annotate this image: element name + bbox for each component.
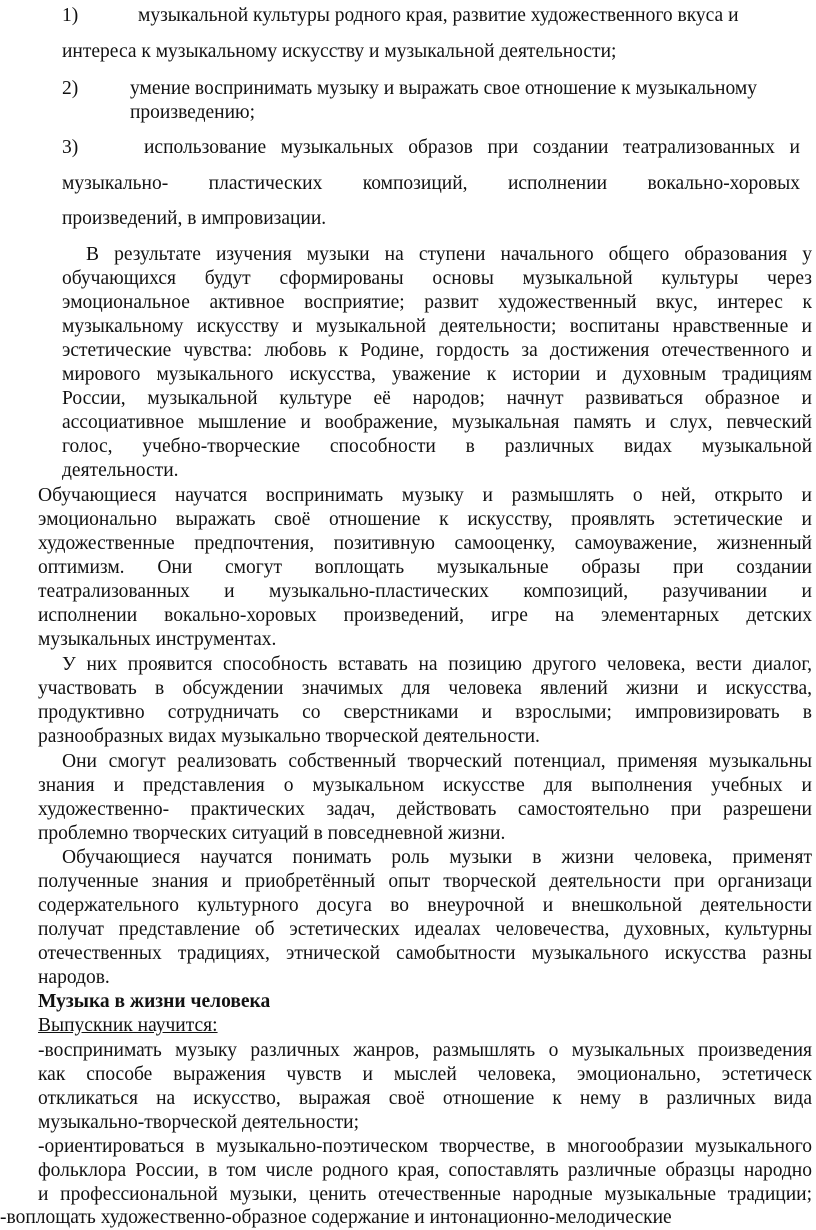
paragraph-3-line: У них проявится способность вставать на позицию другого человека, вести диалог, [62, 654, 812, 675]
paragraph-1-line: эмоциональное активное восприятие; развит художественный вкус, интерес к [62, 292, 812, 313]
paragraph-2-line: исполнении вокально-хоровых произведений, игре на элементарных детских [38, 605, 812, 626]
paragraph-2-line: эмоционально выражать своё отношение к искусству, проявлять эстетические и [38, 509, 812, 530]
section-heading: Музыка в жизни человека [38, 991, 271, 1012]
bullet-2-line: фольклора России, в том числе родного края, сопоставлять различные образцы народно [38, 1160, 812, 1181]
paragraph-4-line: знания и представления о музыкальном искусстве для выполнения учебных и [38, 775, 812, 796]
paragraph-5-line: полученные знания и приобретённый опыт творческой деятельности при организаци [38, 871, 812, 892]
paragraph-3-line: продуктивно сотрудничать со сверстниками и взрослыми; импровизировать в [38, 702, 812, 723]
paragraph-1-line: России, музыкальной культуре её народов; начнут развиваться образное и [62, 388, 812, 409]
paragraph-5-line: народов. [38, 967, 110, 988]
list-number-2: 2) [62, 78, 79, 99]
paragraph-1-line: музыкальному искусству и музыкальной деятельности; воспитаны нравственные и [62, 316, 812, 337]
paragraph-5-line: получат представление об эстетических идеалах человечества, духовных, культурны [38, 919, 812, 940]
list-item-3-line-2: музыкально- пластических композиций, исполнении вокально-хоровых [62, 173, 800, 194]
list-item-1-line-2: интереса к музыкальному искусству и музыкальной деятельности; [62, 41, 617, 62]
paragraph-2-line: Обучающиеся научатся воспринимать музыку и размышлять о ней, открыто и [38, 485, 812, 506]
paragraph-1-line: ассоциативное мышление и воображение, музыкальная память и слух, певческий [62, 412, 812, 433]
paragraph-2-line: художественные предпочтения, позитивную самооценку, самоуважение, жизненный [38, 533, 812, 554]
paragraph-3-line: участвовать в обсуждении значимых для человека явлений жизни и искусства, [38, 678, 812, 699]
list-item-3-line-3: произведений, в импровизации. [62, 208, 327, 229]
bullet-1-line: музыкально-творческой деятельности; [38, 1112, 360, 1133]
list-item-2-line-1: умение воспринимать музыку и выражать свое отношение к музыкальному [130, 78, 757, 99]
list-item-2-line-2: произведению; [130, 102, 255, 123]
list-item-1-line-1: музыкальной культуры родного края, развитие художественного вкуса и [138, 5, 739, 26]
paragraph-2-line: оптимизм. Они смогут воплощать музыкальные образы при создании [38, 557, 812, 578]
paragraph-3-line: разнообразных видах музыкально творческой деятельности. [38, 726, 540, 747]
bullet-3-line: -воплощать художественно-образное содержание и интонационно-мелодические [0, 1207, 672, 1228]
paragraph-1-line: деятельности. [62, 460, 179, 481]
paragraph-2-line: театрализованных и музыкально-пластических композиций, разучивании и [38, 581, 812, 602]
paragraph-1-line: эстетические чувства: любовь к Родине, гордость за достижения отечественного и [62, 340, 812, 361]
paragraph-4-line: проблемно творческих ситуаций в повседневной жизни. [38, 823, 506, 844]
paragraph-5-line: Обучающиеся научатся понимать роль музыки в жизни человека, применят [62, 847, 812, 868]
paragraph-2-line: музыкальных инструментах. [38, 629, 277, 650]
paragraph-5-line: отечественных традициях, этнической самобытности музыкального искусства разны [38, 943, 812, 964]
paragraph-1-line: В результате изучения музыки на ступени начального общего образования у [86, 244, 812, 265]
paragraph-1-line: обучающихся будут сформированы основы музыкальной культуры через [62, 268, 812, 289]
paragraph-4-line: Они смогут реализовать собственный творческий потенциал, применяя музыкальны [62, 751, 812, 772]
bullet-2-line: и профессиональной музыки, ценить отечественные народные музыкальные традиции; [38, 1184, 812, 1205]
list-item-3-line-1: использование музыкальных образов при создании театрализованных и [144, 137, 800, 158]
paragraph-4-line: художественно- практических задач, действовать самостоятельно при разрешени [38, 799, 812, 820]
section-subheading: Выпускник научится: [38, 1015, 218, 1036]
bullet-1-line: как способе выражения чувств и мыслей человека, эмоционально, эстетическ [38, 1064, 812, 1085]
list-number-1: 1) [62, 5, 79, 26]
paragraph-1-line: мирового музыкального искусства, уважение к истории и духовным традициям [62, 364, 812, 385]
list-number-3: 3) [62, 137, 79, 158]
bullet-1-line: -воспринимать музыку различных жанров, размышлять о музыкальных произведения [38, 1040, 812, 1061]
paragraph-5-line: содержательного культурного досуга во внеурочной и внешкольной деятельности [38, 895, 812, 916]
paragraph-1-line: голос, учебно-творческие способности в различных видах музыкальной [62, 436, 812, 457]
bullet-2-line: -ориентироваться в музыкально-поэтическом творчестве, в многообразии музыкального [38, 1136, 812, 1157]
bullet-1-line: откликаться на искусство, выражая своё отношение к нему в различных вида [38, 1088, 812, 1109]
